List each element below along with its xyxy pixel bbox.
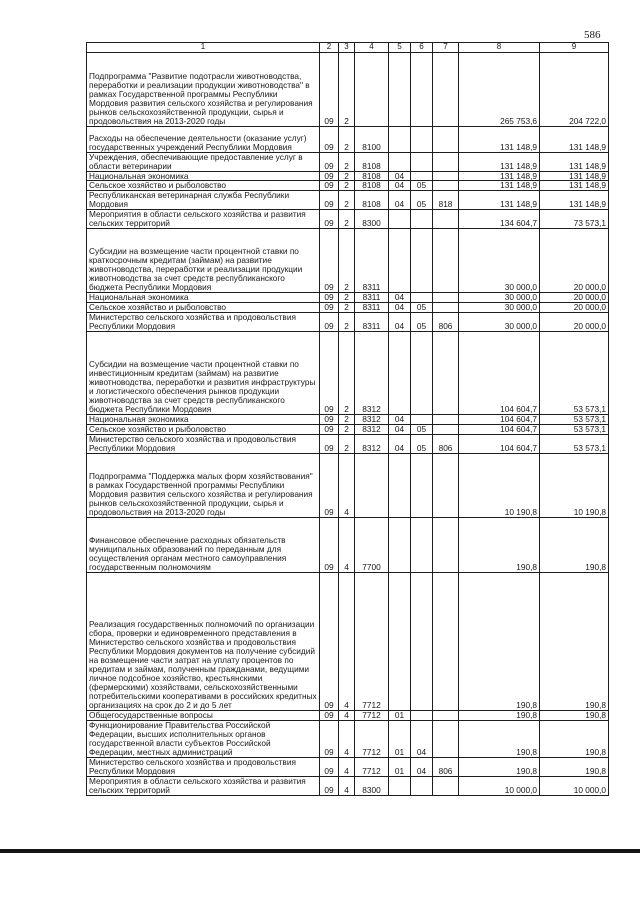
table-row (87, 517, 609, 572)
row-code-5: 04 (389, 191, 411, 210)
row-name: Мероприятия в области сельского хозяйства и развития сельских территорий (87, 776, 320, 795)
row-code-6 (411, 572, 433, 710)
row-code-3: 4 (339, 453, 355, 517)
row-code-4: 8311 (355, 303, 389, 313)
row-code-7: 806 (433, 434, 459, 453)
row-code-3: 2 (339, 303, 355, 313)
row-code-4: 7712 (355, 720, 389, 757)
row-amount-2014: 53 573,1 (540, 415, 609, 425)
row-code-6: 05 (411, 191, 433, 210)
row-code-2: 09 (320, 229, 339, 293)
row-amount-2014: 53 573,1 (540, 425, 609, 435)
row-amount-2013: 131 148,9 (459, 152, 540, 171)
row-code-4 (355, 453, 389, 517)
row-code-7 (433, 152, 459, 171)
row-code-4: 8311 (355, 229, 389, 293)
row-code-5: 04 (389, 181, 411, 191)
row-code-5: 01 (389, 720, 411, 757)
row-amount-2013: 10 190,8 (459, 453, 540, 517)
row-code-3: 4 (339, 572, 355, 710)
row-amount-2014: 20 000,0 (540, 229, 609, 293)
row-amount-2014: 131 148,9 (540, 126, 609, 152)
row-code-2: 09 (320, 572, 339, 710)
row-amount-2013: 104 604,7 (459, 415, 540, 425)
row-amount-2014: 190,8 (540, 572, 609, 710)
row-code-4: 7700 (355, 517, 389, 572)
row-name: Министерство сельского хозяйства и продовольствия Республики Мордовия (87, 313, 320, 332)
row-name: Реализация государственных полномочий по организации сбора, проверки и единовременного представления в Министерство сельского хозяйства и продовольствия Республики Мордовия документов на получение субсидий на возмещение части затрат на уплату процентов по кредитам и займам, полученным гражданами, ведущими личное подсобное хозяйство, крестьянскими (фермерскими) хозяйствами, сельскохозяйственными потребительскими кооперативами в российских кредитных организациях на срок до 2 и до 5 лет (87, 572, 320, 710)
header-col-4: 4 (355, 43, 389, 53)
table-row (87, 572, 609, 710)
row-code-6 (411, 332, 433, 415)
row-code-4: 8100 (355, 126, 389, 152)
row-name: Общегосударственные вопросы (87, 710, 320, 720)
table-row (87, 720, 609, 757)
table-row (87, 171, 609, 181)
row-code-4: 8311 (355, 313, 389, 332)
row-code-3: 2 (339, 152, 355, 171)
row-code-7 (433, 181, 459, 191)
row-amount-2014: 204 722,0 (540, 52, 609, 126)
row-code-6 (411, 710, 433, 720)
row-amount-2013: 131 148,9 (459, 191, 540, 210)
row-code-5 (389, 517, 411, 572)
page-number: 586 (584, 29, 601, 41)
row-code-4: 8312 (355, 425, 389, 435)
row-code-3: 2 (339, 126, 355, 152)
row-code-7 (433, 52, 459, 126)
row-name: Подпрограмма "Поддержка малых форм хозяйствования" в рамках Государственной программы Республики Мордовия развития сельского хозяйства и регулирования рынков сельскохозяйственной продукции, сырья и продовольствия на 2013-2020 годы (87, 453, 320, 517)
row-amount-2013: 190,8 (459, 517, 540, 572)
row-code-6 (411, 517, 433, 572)
row-code-2: 09 (320, 434, 339, 453)
row-code-4: 8312 (355, 332, 389, 415)
row-code-4: 7712 (355, 710, 389, 720)
row-name: Функционирование Правительства Российской Федерации, высших исполнительных органов государственной власти субъектов Российской Федерации, местных администраций (87, 720, 320, 757)
row-code-2: 09 (320, 313, 339, 332)
row-code-2: 09 (320, 517, 339, 572)
header-col-1: 1 (87, 43, 320, 53)
row-amount-2014: 20 000,0 (540, 293, 609, 303)
table-row (87, 776, 609, 795)
row-amount-2014: 131 148,9 (540, 152, 609, 171)
row-code-6: 05 (411, 425, 433, 435)
row-code-2: 09 (320, 415, 339, 425)
row-code-6: 04 (411, 757, 433, 776)
header-col-6: 6 (411, 43, 433, 53)
row-code-4: 7712 (355, 572, 389, 710)
row-code-6 (411, 210, 433, 229)
row-code-7 (433, 210, 459, 229)
row-code-2: 09 (320, 720, 339, 757)
row-code-7: 806 (433, 757, 459, 776)
row-code-2: 09 (320, 425, 339, 435)
row-code-5 (389, 332, 411, 415)
table-row (87, 434, 609, 453)
row-amount-2014: 10 190,8 (540, 453, 609, 517)
row-code-3: 2 (339, 210, 355, 229)
row-amount-2013: 131 148,9 (459, 181, 540, 191)
budget-table (86, 42, 609, 796)
table-row (87, 126, 609, 152)
table-row (87, 425, 609, 435)
row-code-4: 8311 (355, 293, 389, 303)
row-code-5 (389, 453, 411, 517)
table-row (87, 210, 609, 229)
row-code-3: 2 (339, 191, 355, 210)
row-code-2: 09 (320, 126, 339, 152)
row-code-2: 09 (320, 52, 339, 126)
row-code-3: 2 (339, 181, 355, 191)
row-code-7 (433, 572, 459, 710)
row-code-5 (389, 572, 411, 710)
row-code-7 (433, 720, 459, 757)
table-row (87, 293, 609, 303)
row-name: Национальная экономика (87, 171, 320, 181)
row-code-3: 2 (339, 434, 355, 453)
row-code-7: 818 (433, 191, 459, 210)
row-amount-2014: 131 148,9 (540, 181, 609, 191)
row-amount-2014: 190,8 (540, 720, 609, 757)
row-name: Сельское хозяйство и рыболовство (87, 181, 320, 191)
row-code-4: 8312 (355, 434, 389, 453)
row-code-5 (389, 152, 411, 171)
row-code-5 (389, 229, 411, 293)
table-row (87, 313, 609, 332)
table-row (87, 710, 609, 720)
row-code-4: 8108 (355, 181, 389, 191)
row-code-5: 04 (389, 171, 411, 181)
row-code-6: 05 (411, 181, 433, 191)
row-name: Министерство сельского хозяйства и продовольствия Республики Мордовия (87, 434, 320, 453)
row-code-2: 09 (320, 710, 339, 720)
row-code-3: 2 (339, 171, 355, 181)
row-code-6: 05 (411, 303, 433, 313)
row-code-4: 8312 (355, 415, 389, 425)
row-code-7: 806 (433, 313, 459, 332)
row-code-7 (433, 332, 459, 415)
table-row (87, 52, 609, 126)
row-amount-2013: 131 148,9 (459, 126, 540, 152)
row-name: Министерство сельского хозяйства и продовольствия Республики Мордовия (87, 757, 320, 776)
row-code-2: 09 (320, 757, 339, 776)
row-code-2: 09 (320, 293, 339, 303)
row-name: Учреждения, обеспечивающие предоставление услуг в области ветеринарии (87, 152, 320, 171)
row-code-5: 04 (389, 415, 411, 425)
row-code-2: 09 (320, 453, 339, 517)
row-name: Республиканская ветеринарная служба Республики Мордовия (87, 191, 320, 210)
row-code-5 (389, 776, 411, 795)
row-code-2: 09 (320, 171, 339, 181)
row-code-2: 09 (320, 303, 339, 313)
row-amount-2013: 30 000,0 (459, 313, 540, 332)
header-col-5: 5 (389, 43, 411, 53)
header-col-2: 2 (320, 43, 339, 53)
row-code-2: 09 (320, 152, 339, 171)
row-code-6 (411, 152, 433, 171)
row-code-6: 05 (411, 313, 433, 332)
row-amount-2013: 190,8 (459, 710, 540, 720)
row-amount-2014: 73 573,1 (540, 210, 609, 229)
row-amount-2014: 53 573,1 (540, 332, 609, 415)
row-code-7 (433, 776, 459, 795)
row-amount-2013: 30 000,0 (459, 293, 540, 303)
header-col-8: 8 (459, 43, 540, 53)
row-amount-2013: 104 604,7 (459, 332, 540, 415)
row-amount-2013: 265 753,6 (459, 52, 540, 126)
row-code-5: 04 (389, 293, 411, 303)
table-row (87, 757, 609, 776)
header-row (87, 43, 609, 53)
row-name: Подпрограмма "Развитие подотрасли животноводства, переработки и реализации продукции животноводства" в рамках Государственной программы Республики Мордовия развития сельского хозяйства и регулирования рынков сельскохозяйственной продукции, сырья и продовольствия на 2013-2020 годы (87, 52, 320, 126)
row-name: Сельское хозяйство и рыболовство (87, 303, 320, 313)
row-code-5: 04 (389, 303, 411, 313)
table-row (87, 415, 609, 425)
row-name: Мероприятия в области сельского хозяйства и развития сельских территорий (87, 210, 320, 229)
table-row (87, 453, 609, 517)
table-row (87, 303, 609, 313)
row-amount-2014: 131 148,9 (540, 171, 609, 181)
row-code-5 (389, 210, 411, 229)
row-code-3: 2 (339, 332, 355, 415)
row-code-3: 4 (339, 757, 355, 776)
row-name: Сельское хозяйство и рыболовство (87, 425, 320, 435)
row-code-2: 09 (320, 191, 339, 210)
row-name: Субсидии на возмещение части процентной ставки по краткосрочным кредитам (займам) на развитие животноводства, переработки и реализации продукции животноводства за счет средств республиканского бюджета Республики Мордовия (87, 229, 320, 293)
row-name: Национальная экономика (87, 415, 320, 425)
row-code-4: 8300 (355, 776, 389, 795)
table-row (87, 332, 609, 415)
row-code-3: 2 (339, 415, 355, 425)
bottom-rule (0, 849, 640, 853)
row-code-4: 8300 (355, 210, 389, 229)
row-code-3: 4 (339, 720, 355, 757)
row-code-5: 04 (389, 434, 411, 453)
row-code-6 (411, 293, 433, 303)
header-col-7: 7 (433, 43, 459, 53)
row-code-6 (411, 453, 433, 517)
row-code-5 (389, 52, 411, 126)
row-amount-2014: 10 000,0 (540, 776, 609, 795)
row-name: Финансовое обеспечение расходных обязательств муниципальных образований по переданным для осуществления органам местного самоуправления государственным полномочиям (87, 517, 320, 572)
row-code-4 (355, 52, 389, 126)
row-name: Субсидии на возмещение части процентной ставки по инвестиционным кредитам (займам) на развитие животноводства, переработки и развития инфраструктуры и логистического обеспечения рынков продукции животноводства за счет средств республиканского бюджета Республики Мордовия (87, 332, 320, 415)
table-row (87, 191, 609, 210)
row-code-2: 09 (320, 332, 339, 415)
row-name: Расходы на обеспечение деятельности (оказание услуг) государственных учреждений Республики Мордовия (87, 126, 320, 152)
row-code-7 (433, 710, 459, 720)
row-code-2: 09 (320, 181, 339, 191)
row-amount-2013: 30 000,0 (459, 229, 540, 293)
row-code-7 (433, 126, 459, 152)
table-row (87, 181, 609, 191)
row-code-3: 2 (339, 313, 355, 332)
row-code-3: 2 (339, 229, 355, 293)
header-col-9: 9 (540, 43, 609, 53)
row-code-3: 4 (339, 517, 355, 572)
row-name: Национальная экономика (87, 293, 320, 303)
row-amount-2014: 20 000,0 (540, 313, 609, 332)
header-col-3: 3 (339, 43, 355, 53)
budget-rows (87, 52, 609, 795)
row-code-4: 7712 (355, 757, 389, 776)
row-code-6 (411, 52, 433, 126)
row-amount-2014: 190,8 (540, 757, 609, 776)
row-amount-2014: 190,8 (540, 710, 609, 720)
row-amount-2013: 30 000,0 (459, 303, 540, 313)
table-row (87, 152, 609, 171)
row-code-3: 2 (339, 293, 355, 303)
row-code-6: 05 (411, 434, 433, 453)
row-code-5: 04 (389, 425, 411, 435)
row-code-7 (433, 517, 459, 572)
row-code-2: 09 (320, 210, 339, 229)
row-code-6 (411, 415, 433, 425)
row-code-7 (433, 293, 459, 303)
row-code-6 (411, 126, 433, 152)
row-code-7 (433, 303, 459, 313)
row-code-5: 01 (389, 710, 411, 720)
row-code-5: 04 (389, 313, 411, 332)
row-code-6 (411, 776, 433, 795)
row-code-2: 09 (320, 776, 339, 795)
row-amount-2013: 134 604,7 (459, 210, 540, 229)
row-code-6 (411, 229, 433, 293)
row-code-7 (433, 453, 459, 517)
row-code-7 (433, 171, 459, 181)
row-code-3: 2 (339, 425, 355, 435)
row-code-4: 8108 (355, 191, 389, 210)
row-code-4: 8108 (355, 152, 389, 171)
row-code-7 (433, 229, 459, 293)
row-code-7 (433, 415, 459, 425)
row-amount-2014: 131 148,9 (540, 191, 609, 210)
row-amount-2013: 190,8 (459, 572, 540, 710)
table-row (87, 229, 609, 293)
row-code-6: 04 (411, 720, 433, 757)
row-amount-2013: 190,8 (459, 720, 540, 757)
row-code-7 (433, 425, 459, 435)
row-code-5 (389, 126, 411, 152)
row-code-3: 2 (339, 52, 355, 126)
row-amount-2013: 104 604,7 (459, 434, 540, 453)
row-amount-2013: 10 000,0 (459, 776, 540, 795)
row-amount-2014: 190,8 (540, 517, 609, 572)
row-amount-2013: 131 148,9 (459, 171, 540, 181)
row-amount-2014: 53 573,1 (540, 434, 609, 453)
row-code-3: 4 (339, 710, 355, 720)
row-code-3: 4 (339, 776, 355, 795)
row-amount-2014: 20 000,0 (540, 303, 609, 313)
row-amount-2013: 190,8 (459, 757, 540, 776)
row-code-5: 01 (389, 757, 411, 776)
row-code-4: 8108 (355, 171, 389, 181)
row-code-6 (411, 171, 433, 181)
row-amount-2013: 104 604,7 (459, 425, 540, 435)
